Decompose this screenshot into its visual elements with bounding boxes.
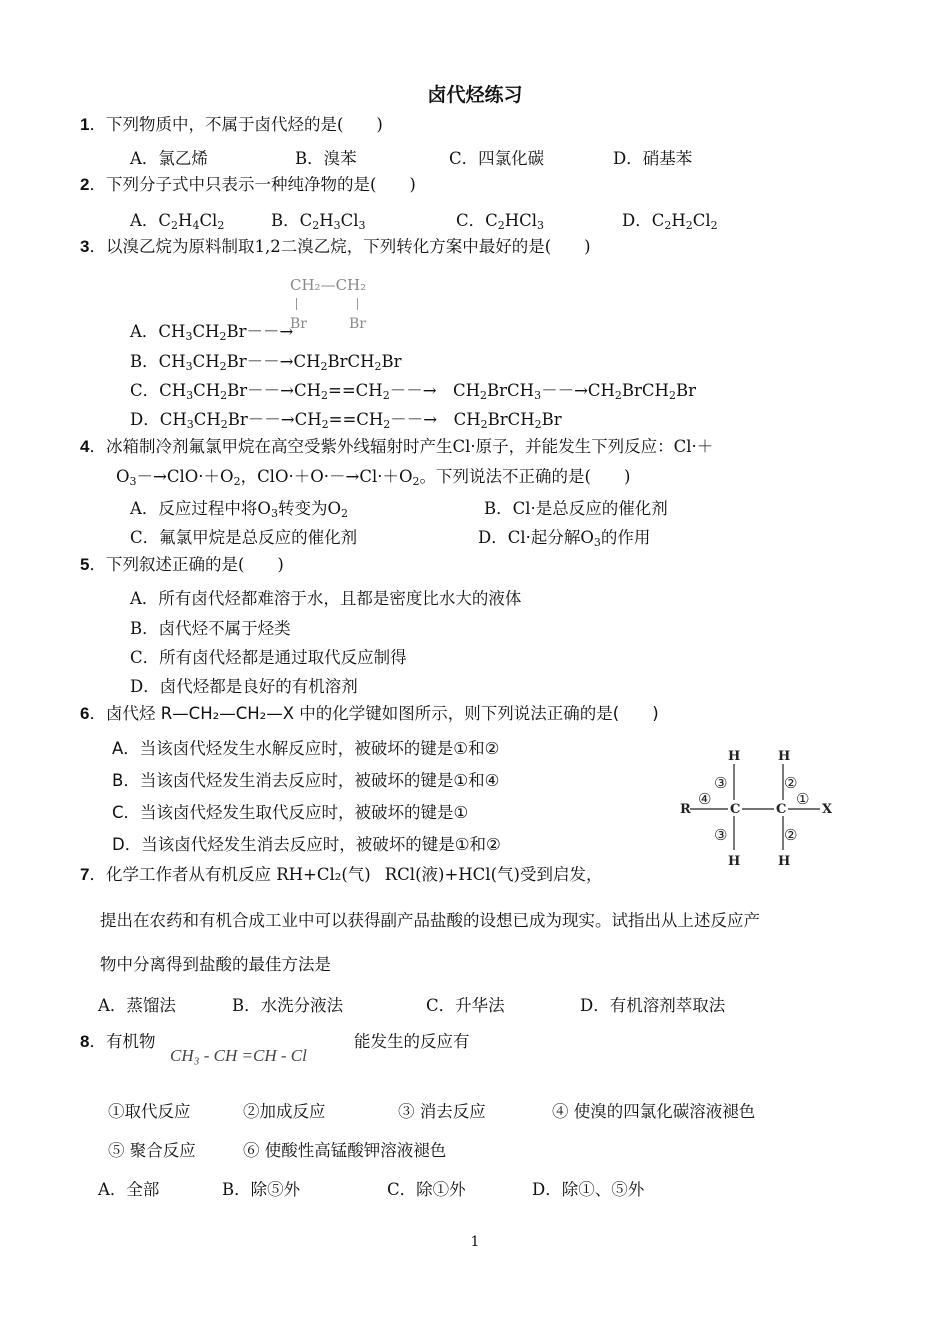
option-a: A．所有卤代烃都难溶于水，且都是密度比水大的液体 — [130, 589, 522, 608]
question-number: 5 — [80, 555, 90, 574]
option-d: D．$C_2H_2Cl_2$ — [622, 211, 718, 232]
bond-line — [296, 298, 297, 310]
question-number: 7 — [80, 865, 90, 884]
hydrogen-label: H — [778, 749, 791, 764]
bond-diagram — [676, 740, 846, 870]
question-7-line-3: 物中分离得到盐酸的最佳方法是 — [100, 955, 331, 974]
question-stem: ．卤代烃 R—CH₂—CH₂—X 中的化学键如图所示，则下列说法正确的是( ) — [89, 704, 659, 723]
question-1 — [80, 114, 383, 136]
bond-marker: ③ — [714, 774, 728, 792]
option-d: D．硝基苯 — [613, 149, 693, 168]
molecule-formula: CH₃ - CH =CH - Cl — [170, 1046, 307, 1065]
option-b: B．除⑤外 — [222, 1180, 301, 1199]
page-number: 1 — [470, 1234, 480, 1250]
option-b: B．当该卤代烃发生消去反应时，被破坏的键是①和④ — [112, 771, 500, 790]
option-c: C．所有卤代烃都是通过取代反应制得 — [130, 648, 407, 667]
option-a: A．$CH_3CH_2Br--\to$ — [130, 322, 294, 343]
option-c: C．升华法 — [426, 996, 505, 1015]
bond-marker: ④ — [698, 790, 712, 808]
option-a: A．氯乙烯 — [130, 149, 208, 168]
option-a: A．反应过程中将$O_3$转变为$O_2$ — [130, 499, 348, 520]
option-b: B．溴苯 — [295, 149, 357, 168]
option-c: C．$C_2HCl_3$ — [456, 211, 545, 232]
question-stem: ．冰箱制冷剂氟氯甲烷在高空受紫外线辐射时产生Cl·原子，并能发生下列反应：Cl·＋ — [89, 437, 714, 456]
question-2 — [80, 174, 416, 196]
reaction-6: ⑥ 使酸性高锰酸钾溶液褪色 — [243, 1141, 447, 1160]
reaction-1: ①取代反应 — [108, 1102, 191, 1121]
option-b: B．Cl·是总反应的催化剂 — [484, 499, 668, 518]
hydrogen-label: H — [778, 854, 791, 869]
bond-marker: ① — [796, 790, 810, 808]
bond-marker: ③ — [714, 826, 728, 844]
question-number: 8 — [80, 1032, 90, 1051]
question-stem-end: RCl(液)+HCl(气)受到启发， — [384, 865, 603, 884]
option-b: B．$CH_3CH_2Br--\to CH_2BrCH_2Br$ — [130, 352, 402, 373]
option-a: A．当该卤代烃发生水解反应时，被破坏的键是①和② — [112, 739, 500, 758]
bromine-label: Br — [349, 316, 366, 332]
bond-marker: ② — [784, 826, 798, 844]
carbon-label: C — [776, 802, 787, 817]
halogen-label: X — [822, 802, 833, 817]
question-number: 1 — [80, 115, 90, 134]
option-c: C．$CH_3CH_2Br--\to CH_2==CH_2--\to$ $CH_2BrCH_3--\to CH_2BrCH_2Br$ — [130, 381, 696, 402]
option-c: C．氟氯甲烷是总反应的催化剂 — [130, 528, 358, 547]
reaction-3: ③ 消去反应 — [398, 1102, 486, 1121]
r-group-label: R — [680, 802, 691, 817]
question-4-line-2: $O_3-\to ClO\cdot+O_2$，$ClO\cdot+O\cdot-\to Cl\cdot+O_2$。下列说法不正确的是( ) — [116, 467, 631, 488]
option-d: D．Cl·起分解$O_3$的作用 — [478, 528, 651, 549]
question-stem: ．以溴乙烷为原料制取1,2二溴乙烷，下列转化方案中最好的是( ) — [89, 237, 591, 256]
question-4 — [80, 436, 713, 458]
structural-formula: CH₂—CH₂ — [290, 276, 367, 294]
option-a: A．蒸馏法 — [98, 996, 176, 1015]
option-c: C．四氯化碳 — [449, 149, 545, 168]
question-stem: ．化学工作者从有机反应 RH+Cl₂(气) — [89, 865, 371, 884]
question-3 — [80, 236, 591, 258]
option-d: D．除①、⑤外 — [532, 1180, 645, 1199]
option-b: B．卤代烃不属于烃类 — [130, 619, 291, 638]
hydrogen-label: H — [728, 749, 741, 764]
option-b: B．水洗分液法 — [232, 996, 344, 1015]
question-stem-end: 能发生的反应有 — [354, 1032, 470, 1051]
reaction-5: ⑤ 聚合反应 — [108, 1141, 196, 1160]
option-a: A．全部 — [98, 1180, 160, 1199]
question-6 — [80, 703, 659, 725]
option-d: D．当该卤代烃发生消去反应时，被破坏的键是①和② — [112, 835, 501, 854]
question-number: 3 — [80, 237, 90, 256]
bond-line — [357, 298, 358, 310]
option-a: A．$C_2H_4Cl_2$ — [130, 211, 225, 232]
bromine-label: Br — [290, 316, 307, 332]
option-c: C．当该卤代烃发生取代反应时，被破坏的键是① — [112, 803, 469, 822]
question-7-line-2: 提出在农药和有机合成工业中可以获得副产品盐酸的设想已成为现实。试指出从上述反应产 — [100, 911, 760, 930]
option-d: D．$CH_3CH_2Br--\to CH_2==CH_2--\to$ $CH_2BrCH_2Br$ — [130, 410, 562, 431]
question-stem: ．下列叙述正确的是( ) — [89, 555, 284, 574]
question-number: 6 — [80, 704, 90, 723]
question-stem: ．下列分子式中只表示一种纯净物的是( ) — [89, 175, 416, 194]
option-d: D．有机溶剂萃取法 — [580, 996, 726, 1015]
question-number: 4 — [80, 437, 90, 456]
question-8 — [80, 1031, 155, 1053]
bond-marker: ② — [784, 774, 798, 792]
option-d: D．卤代烃都是良好的有机溶剂 — [130, 677, 358, 696]
hydrogen-label: H — [728, 854, 741, 869]
page-title: 卤代烃练习 — [427, 84, 523, 106]
carbon-label: C — [730, 802, 741, 817]
reaction-2: ②加成反应 — [243, 1102, 326, 1121]
question-stem: ．下列物质中，不属于卤代烃的是( ) — [89, 115, 383, 134]
option-b: B．$C_2H_3Cl_3$ — [271, 211, 366, 232]
question-5 — [80, 554, 284, 576]
reaction-4: ④ 使溴的四氯化碳溶液褪色 — [552, 1102, 756, 1121]
question-7 — [80, 864, 602, 886]
option-c: C．除①外 — [387, 1180, 466, 1199]
question-stem: ．有机物 — [89, 1032, 156, 1051]
question-number: 2 — [80, 175, 90, 194]
